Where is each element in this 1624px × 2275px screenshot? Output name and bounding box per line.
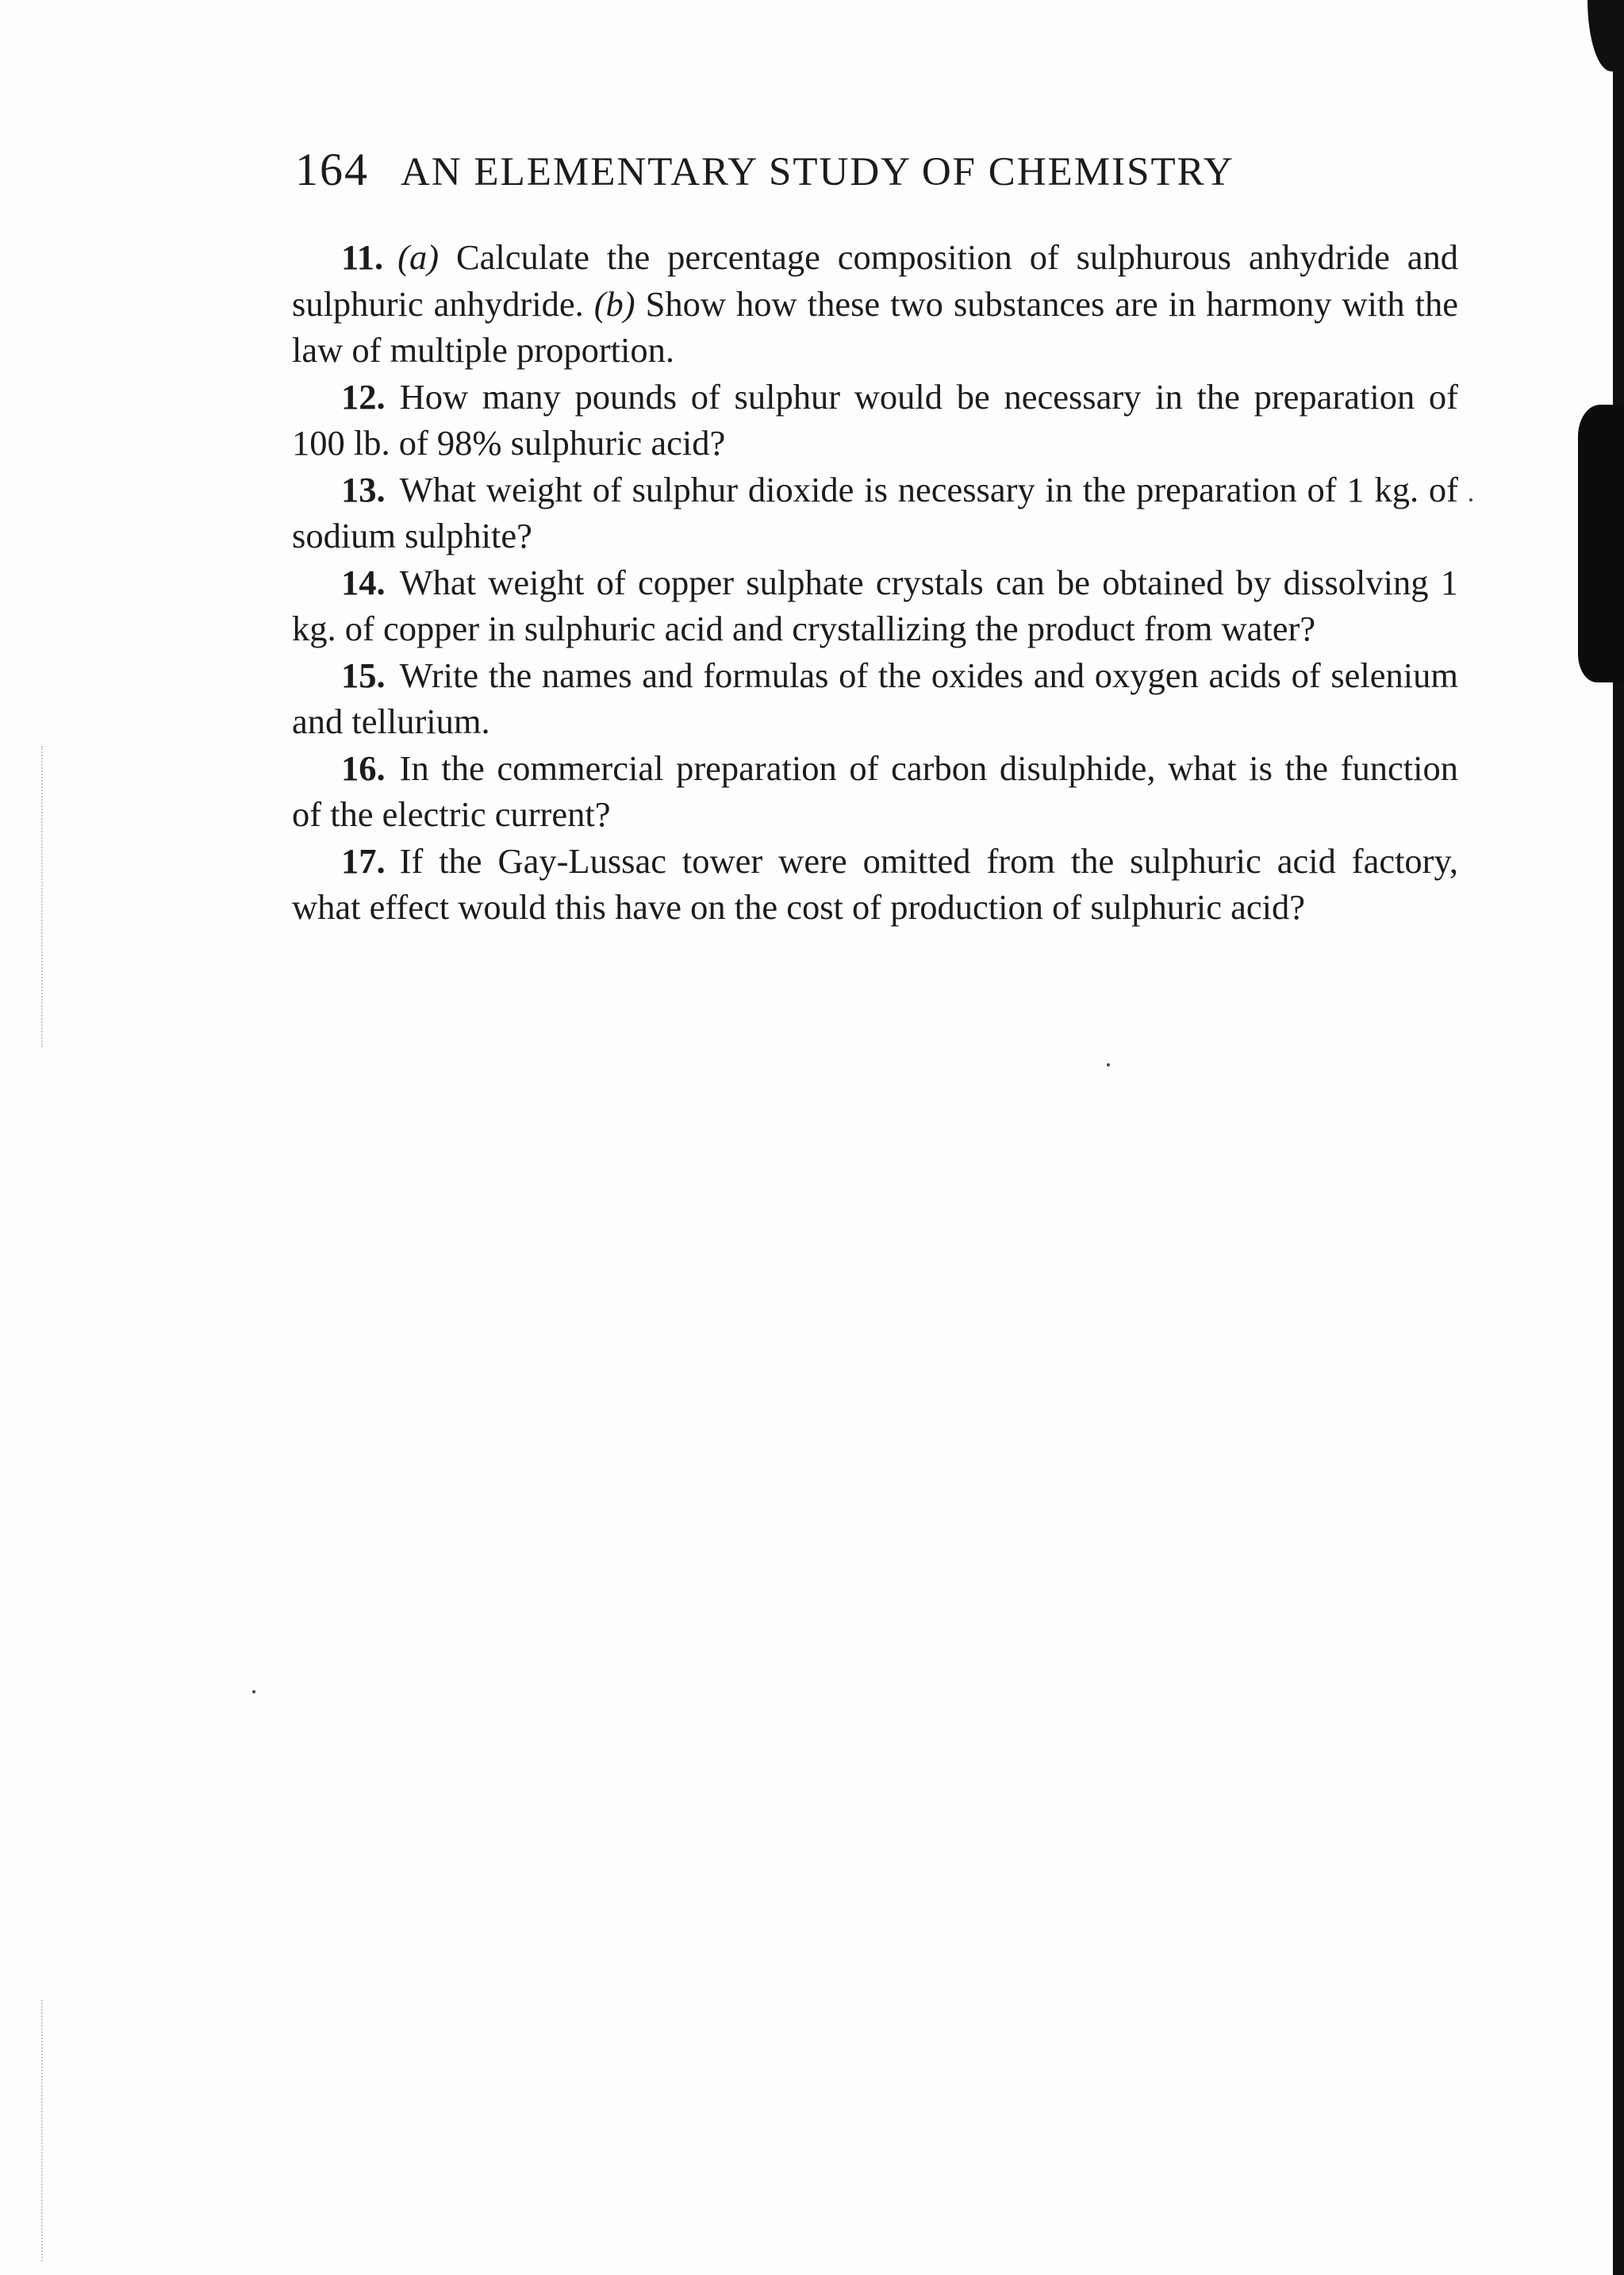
question-item — [292, 234, 1458, 374]
question-part-label: (a) — [397, 237, 440, 277]
question-item — [292, 559, 1458, 652]
question-number: 13. — [341, 469, 386, 509]
question-number: 15. — [341, 655, 386, 695]
question-text: In the commercial preparation of carbon disulphide, what is the function of the electric current? — [292, 747, 1458, 834]
scan-speck — [1107, 1063, 1110, 1066]
question-item — [292, 467, 1458, 559]
running-title: AN ELEMENTARY STUDY OF CHEMISTRY — [401, 150, 1234, 194]
scan-speck — [1469, 498, 1472, 501]
question-item — [292, 745, 1458, 838]
margin-scan-artifact — [41, 746, 44, 1047]
page-number: 164 — [295, 144, 369, 195]
question-text: Write the names and formulas of the oxides and oxygen acids of selenium and tellurium. — [292, 655, 1458, 741]
question-list — [292, 234, 1458, 931]
binding-edge — [1613, 0, 1624, 2275]
question-item — [292, 838, 1458, 931]
question-text: If the Gay-Lussac tower were omitted from the sulphuric acid factory, what effect would this have on the cost of production of sulphuric acid? — [292, 840, 1458, 927]
question-text: What weight of sulphur dioxide is necessary in the preparation of 1 kg. of sodium sulphite? — [292, 469, 1458, 555]
question-part-label: (b) — [593, 283, 635, 324]
question-number: 14. — [341, 562, 386, 602]
scan-speck — [252, 1690, 255, 1693]
question-item — [292, 374, 1458, 467]
question-number: 16. — [341, 747, 386, 788]
running-head — [295, 143, 1342, 198]
question-text: Show how these two substances are in harmony with the law of multiple proportion. — [292, 283, 1458, 370]
question-number: 12. — [341, 376, 386, 417]
question-item — [292, 652, 1458, 745]
question-text: Calculate the percentage composition of sulphurous anhydride and sulphuric anhydride. — [292, 237, 1458, 324]
question-text: How many pounds of sulphur would be necessary in the preparation of 100 lb. of 98% sulphuric acid? — [292, 376, 1458, 463]
question-number: 11. — [341, 237, 384, 277]
binding-shadow-top — [1588, 0, 1624, 71]
question-text: What weight of copper sulphate crystals can be obtained by dissolving 1 kg. of copper in sulphuric acid and crystallizing the product from water? — [292, 562, 1458, 648]
question-number: 17. — [341, 840, 386, 881]
binding-shadow-clip — [1578, 405, 1624, 682]
margin-scan-artifact — [41, 2000, 44, 2262]
